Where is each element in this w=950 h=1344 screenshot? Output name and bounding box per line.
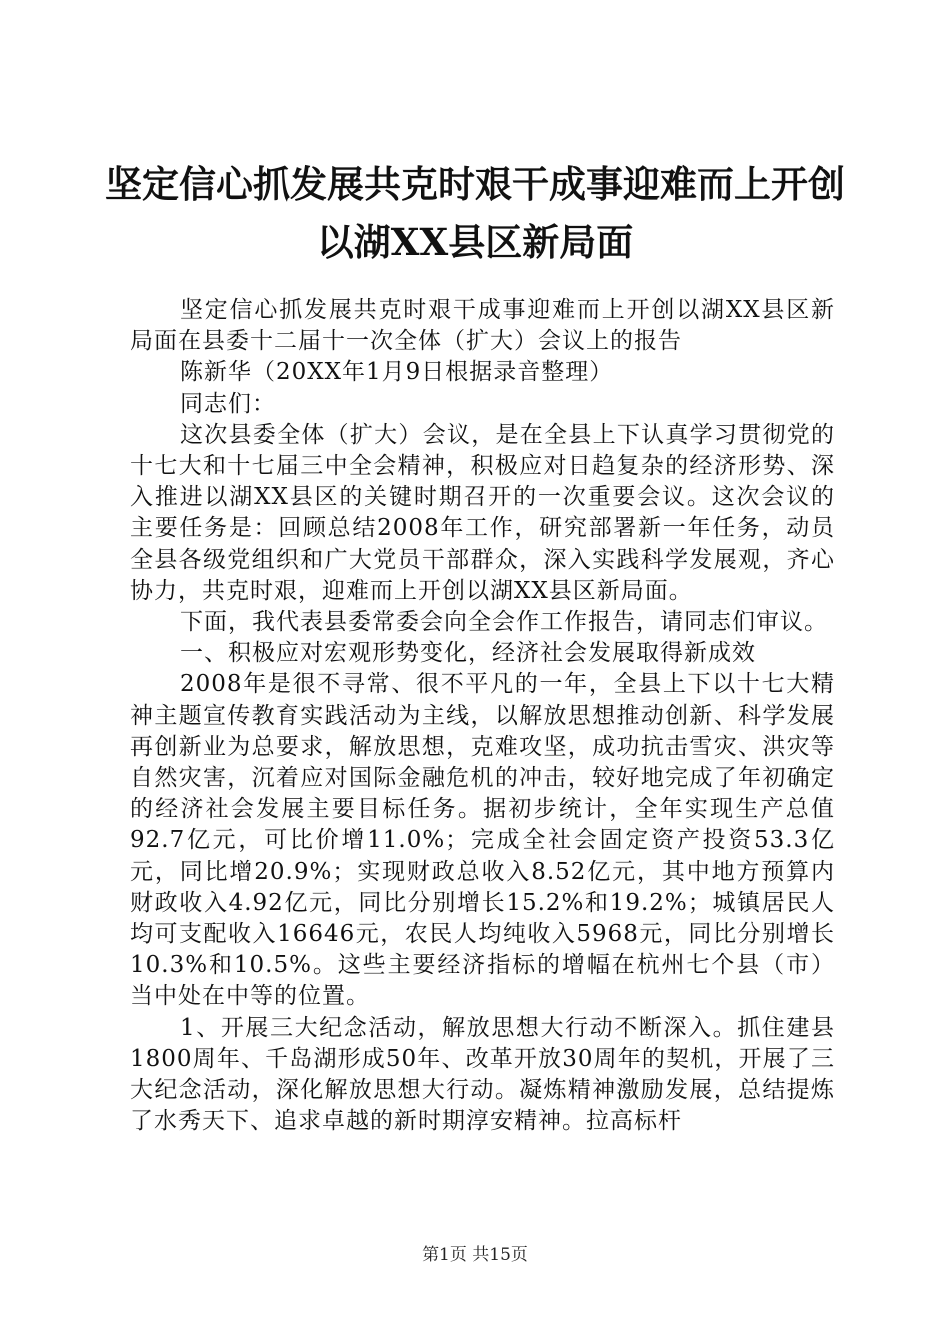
report-subtitle: 坚定信心抓发展共克时艰干成事迎难而上开创以湖XX县区新局面在县委十二届十一次全体（扩大）会议上的报告 [130, 297, 835, 355]
section-heading: 一、积极应对宏观形势变化，经济社会发展取得新成效 [180, 640, 756, 667]
body-paragraph: 这次县委全体（扩大）会议，是在全县上下认真学习贯彻党的十七大和十七届三中全会精神，积极应对日趋复杂的经济形势、深入推进以湖XX县区的关键时期召开的一次重要会议。这次会议的主要任务是：回顾总结2008年工作，研究部署新一年任务，动员全县各级党组织和广大党员干部群众，深入实践科学发展观，齐心协力，共克时艰，迎难而上开创以湖XX县区新局面。 [130, 421, 835, 604]
document-title-line-2: 以湖XX县区新局面 [316, 220, 634, 264]
document-title-line-1: 坚定信心抓发展共克时艰干成事迎难而上开创 [105, 162, 845, 206]
body-paragraph: 2008年是很不寻常、很不平凡的一年，全县上下以十七大精神主题宣传教育实践活动为主线，以解放思想推动创新、科学发展再创新业为总要求，解放思想，克难攻坚，成功抗击雪灾、洪灾等自然灾害，沉着应对国际金融危机的冲击，较好地完成了年初确定的经济社会发展主要目标任务。据初步统计，全年实现生产总值92.7亿元，可比价增11.0%；完成全社会固定资产投资53.3亿元，同比增20.9%；实现财政总收入8.52亿元，其中地方预算内财政收入4.92亿元，同比分别增长15.2%和19.2%；城镇居民人均可支配收入16646元，农民人均纯收入5968元，同比分别增长10.3%和10.5%。这些主要经济指标的增幅在杭州七个县（市）当中处在中等的位置。 [130, 671, 835, 1010]
page-footer: 第1页 共15页 [422, 1245, 528, 1265]
body-paragraph: 下面，我代表县委常委会向全会作工作报告，请同志们审议。 [180, 609, 828, 636]
salutation: 同志们： [180, 390, 276, 417]
author-line: 陈新华（20XX年1月9日根据录音整理） [180, 359, 614, 386]
body-paragraph: 1、开展三大纪念活动，解放思想大行动不断深入。抓住建县1800周年、千岛湖形成50年、改革开放30周年的契机，开展了三大纪念活动，深化解放思想大行动。凝炼精神激励发展，总结提炼了水秀天下、追求卓越的新时期淳安精神。拉高标杆 [130, 1014, 835, 1135]
document-body [130, 295, 835, 1137]
